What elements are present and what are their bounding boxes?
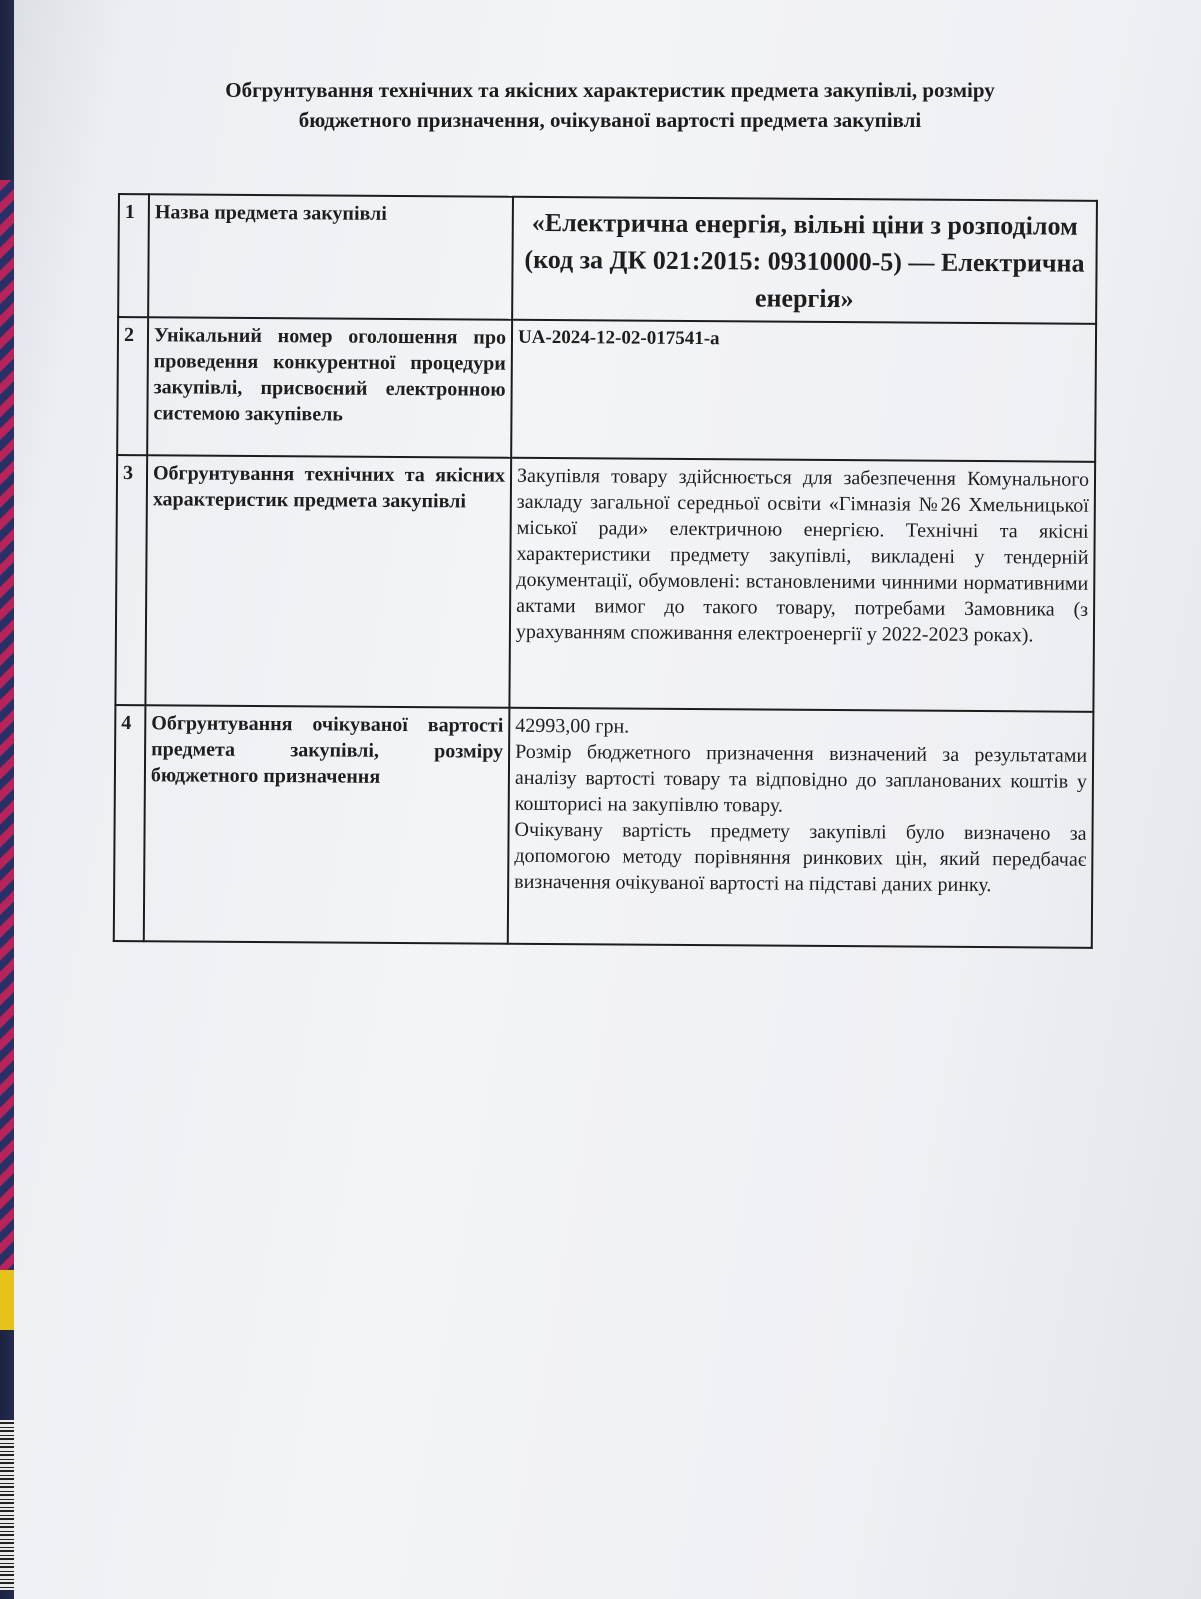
table-row (118, 194, 1097, 324)
table-row (114, 705, 1094, 948)
table-row (115, 455, 1095, 712)
table-row (117, 317, 1096, 462)
row-number: 2 (117, 317, 148, 455)
row-value: UA-2024-12-02-017541-a (511, 320, 1096, 462)
row-label: Назва предмета закупівлі (148, 194, 513, 320)
title-line-1: Обгрунтування технічних та якісних характеристик предмета закупівлі, розміру (225, 78, 995, 102)
row-label: Обгрунтування технічних та якісних характеристик предмета закупівлі (145, 455, 511, 708)
title-line-2: бюджетного призначення, очікуваної вартості предмета закупівлі (298, 108, 922, 132)
row-number: 1 (118, 194, 149, 317)
row-value: Закупівля товару здійснюється для забезпечення Комунального закладу загальної середньої освіти «Гімназія №26 Хмельницької міської ради» електричною енергією. Технічні та якісні характеристики предмету закупівлі, викладені у тендерній документації, обумовлені: встановленими чинними нормативними актами вимог до такого товару, потребами Замовника (з урахуванням споживання електроенергії у 2022-2023 роках). (509, 458, 1095, 712)
row-value (508, 708, 1094, 948)
binder-stripes (0, 180, 14, 1270)
row-number: 3 (115, 455, 147, 705)
row-value: «Електрична енергія, вільні ціни з розподілом (код за ДК 021:2015: 09310000-5) — Електрична енергія» (512, 197, 1097, 324)
document-title (120, 75, 1100, 135)
justification-table (113, 193, 1098, 949)
barcode-strip (0, 1420, 14, 1590)
budget-paragraph: Розмір бюджетного призначення визначений за результатами аналізу вартості товару та відповідно до запланованих коштів у кошторисі на закупівлю товару. (514, 740, 1088, 817)
method-paragraph: Очікувану вартість предмету закупівлі було визначено за допомогою методу порівняння ринкових цін, який передбачає визначення очікуваної вартості на підставі даних ринку. (514, 818, 1087, 897)
row-label: Обгрунтування очікуваної вартості предмета закупівлі, розміру бюджетного призначення (144, 705, 510, 944)
binder-band (0, 1270, 14, 1330)
row-number: 4 (114, 705, 146, 941)
expected-amount: 42993,00 грн. (515, 714, 630, 738)
row-label: Унікальний номер оголошення про проведення конкурентної процедури закупівлі, присвоєний електронною системою закупівель (147, 317, 512, 458)
